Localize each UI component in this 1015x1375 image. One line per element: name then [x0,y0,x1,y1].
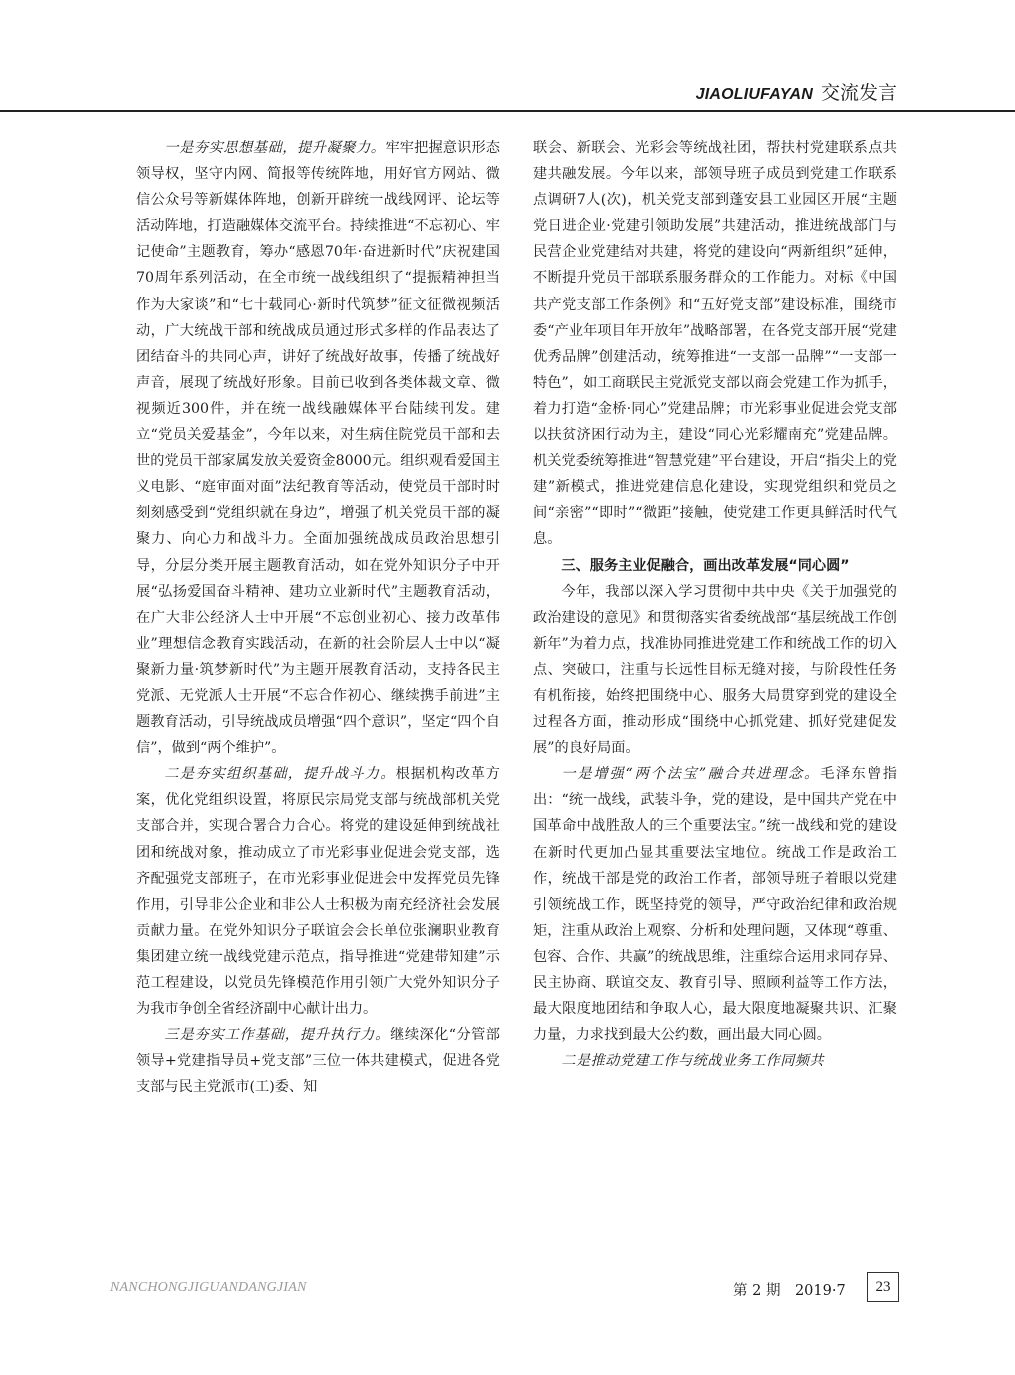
section-heading: 三、服务主业促融合，画出改革发展“同心圆” [561,557,850,574]
header-title-en: JIAOLIUFAYAN [695,86,813,103]
journal-name: NANCHONGJIGUANDANGJIAN [110,1280,307,1295]
paragraph-body: 牢牢把握意识形态领导权，坚守内网、简报等传统阵地，用好官方网站、微信公众号等新媒体阵地，创新开辟统一战线网评、论坛等活动阵地，打造融媒体交流平台。持续推进“不忘初心、牢记使命”主题教育，筹办“感恩70年·奋进新时代”庆祝建国70周年系列活动，在全市统一战线组织了“提振精神担当作为大家谈”和“七十载同心·新时代筑梦”征文征微视频活动，广大统战干部和统战成员通过形式多样的作品表达了团结奋斗的共同心声，讲好了统战好故事，传播了统战好声音，展现了统战好形象。目前已收到各类体裁文章、微视频近300件，并在统一战线融媒体平台陆续刊发。建立“党员关爱基金”，今年以来，对生病住院党员干部和去世的党员干部家属发放关爱资金8000元。组织观看爱国主义电影、“庭审面对面”法纪教育等活动，使党员干部时时刻刻感受到“党组织就在身边”，增强了机关党员干部的凝聚力、向心力和战斗力。全面加强统战成员政治思想引导，分层分类开展主题教育活动，如在党外知识分子中开展“弘扬爱国奋斗精神、建功立业新时代”主题教育活动，在广大非公经济人士中开展“不忘创业初心、接力改革伟业”理想信念教育实践活动，在新的社会阶层人士中以“凝聚新力量·筑梦新时代”为主题开展教育活动，支持各民主党派、无党派人士开展“不忘合作初心、继续携手前进”主题教育活动，引导统战成员增强“四个意识”，坚定“四个自信”，做到“两个维护”。 [136,140,500,757]
page-number: 23 [867,1272,899,1302]
header-divider [0,110,1015,112]
running-header [696,78,897,108]
paragraph-lead: 二是推动党建工作与统战业务工作同频共 [561,1053,824,1070]
paragraph-lead: 三是夯实工作基础，提升执行力。 [164,1027,391,1044]
paragraph [533,761,897,1048]
paragraph-body: 根据机构改革方案，优化党组织设置，将原民宗局党支部与统战部机关党支部合并，实现合署合力合心。将党的建设延伸到统战社团和统战对象，推动成立了市光彩事业促进会党支部，选齐配强党支部班子，在市光彩事业促进会中发挥党员先锋作用，引导非公企业和非公人士积极为南充经济社会发展贡献力量。在党外知识分子联谊会会长单位张澜职业教育集团建立统一战线党建示范点，指导推进“党建带知建”示范工程建设，以党员先锋模范作用引领广大党外知识分子为我市争创全省经济副中心献计出力。 [136,766,500,1018]
paragraph-body: 继续深化“分管部领导+党建指导员+党支部”三位一体共建模式，促进各党支部与民主党派市(工)委、知 [136,1027,500,1096]
paragraph-lead: 二是夯实组织基础，提升战斗力。 [164,766,396,783]
paragraph [533,1048,897,1074]
left-column [136,135,500,1265]
paragraph-body: 毛泽东曾指出：“统一战线，武装斗争，党的建设，是中国共产党在中国革命中战胜敌人的三个重要法宝。”统一战线和党的建设在新时代更加凸显其重要法宝地位。统战工作是政治工作，统战干部是党的政治工作者，部领导班子着眼以党建引领统战工作，既坚持党的领导，严守政治纪律和政治规矩，注重从政治上观察、分析和处理问题，又体现“尊重、包容、合作、共赢”的统战思维，注重综合运用求同存异、民主协商、联谊交友、教育引导、照顾利益等工作方法，最大限度地团结和争取人心，最大限度地凝聚共识、汇聚力量，力求找到最大公约数，画出最大同心圆。 [533,766,897,1044]
paragraph [136,761,500,1022]
paragraph-continued: 联会、新联会、光彩会等统战社团，帮扶村党建联系点共建共融发展。今年以来，部领导班子成员到党建工作联系点调研7人(次)，机关党支部到蓬安县工业园区开展“主题党日进企业·党建引领助发展”共建活动，推进统战部门与民营企业党建结对共建，将党的建设向“两新组织”延伸，不断提升党员干部联系服务群众的工作能力。对标《中国共产党支部工作条例》和“五好党支部”建设标准，围绕市委“产业年项目年开放年”战略部署，在各党支部开展“党建优秀品牌”创建活动，统筹推进“一支部一品牌”“一支部一特色”，如工商联民主党派党支部以商会党建工作为抓手，着力打造“金桥·同心”党建品牌；市光彩事业促进会党支部以扶贫济困行动为主，建设“同心光彩耀南充”党建品牌。机关党委统筹推进“智慧党建”平台建设，开启“指尖上的党建”新模式，推进党建信息化建设，实现党组织和党员之间“亲密”“即时”“微距”接触，使党建工作更具鲜活时代气息。 [533,140,897,548]
paragraph-lead: 一是夯实思想基础，提升凝聚力。 [164,140,386,156]
paragraph-lead: 一是增强“两个法宝”融合共进理念。 [561,766,821,783]
paragraph [136,1022,500,1100]
issue-info: 第 2 期 2019·7 [733,1283,846,1299]
paragraph [136,135,500,761]
right-column [533,135,897,1265]
header-title-cn: 交流发言 [820,82,897,104]
paragraph: 今年，我部以深入学习贯彻中共中央《关于加强党的政治建设的意见》和贯彻落实省委统战部“基层统战工作创新年”为着力点，找准协同推进党建工作和统战工作的切入点、突破口，注重与长远性目标无缝对接，与阶段性任务有机衔接，始终把围绕中心、服务大局贯穿到党的建设全过程各方面，推动形成“围绕中心抓党建、抓好党建促发展”的良好局面。 [533,583,897,757]
